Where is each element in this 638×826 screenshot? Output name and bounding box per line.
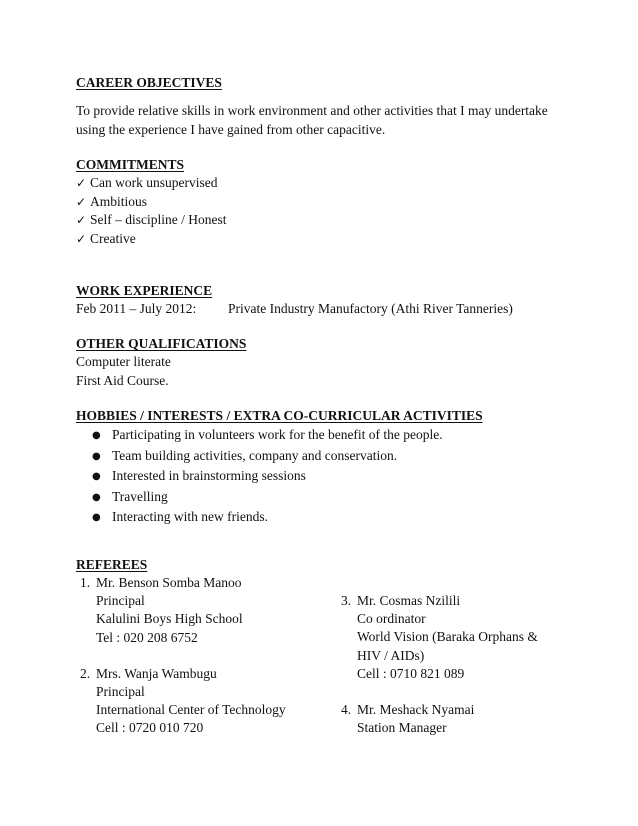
commitment-item xyxy=(76,174,226,193)
referee-organization: International Center of Technology xyxy=(96,702,286,718)
hobbies-section xyxy=(76,407,483,528)
referee-title: Principal xyxy=(96,593,145,609)
hobby-item xyxy=(76,446,483,467)
career-objectives-line-1: To provide relative skills in work environment and other activities that I may undertake xyxy=(76,103,548,118)
checkmark-icon: ✓ xyxy=(76,176,87,190)
commitment-text: Can work unsupervised xyxy=(90,175,218,190)
commitment-item xyxy=(76,230,226,249)
referee-name: Mr. Cosmas Nzilili xyxy=(357,593,461,608)
commitment-text: Ambitious xyxy=(90,193,148,209)
hobby-text: Team building activities, company and conservation. xyxy=(112,447,398,463)
commitments-section xyxy=(76,156,226,248)
hobby-item xyxy=(76,466,483,487)
referee-number: 4. xyxy=(341,702,352,718)
referee-title: Co ordinator xyxy=(357,611,426,627)
referee-organization: World Vision (Baraka Orphans & xyxy=(357,629,538,645)
commitment-item xyxy=(76,193,226,212)
work-dates: Feb 2011 – July 2012: xyxy=(76,301,197,316)
referee-name-line xyxy=(76,665,336,683)
bullet-icon: ● xyxy=(92,471,101,482)
referees-right-column xyxy=(337,592,552,737)
hobby-text: Interested in brainstorming sessions xyxy=(112,468,306,483)
bullet-icon: ● xyxy=(92,491,101,503)
referee-entry xyxy=(337,701,552,737)
bullet-icon: ● xyxy=(92,450,101,462)
referee-name-line xyxy=(337,701,552,719)
hobbies-heading: HOBBIES / INTERESTS / EXTRA CO-CURRICULAR ACTIVITIES xyxy=(76,408,483,423)
referee-name-line xyxy=(76,574,336,592)
referee-title: Principal xyxy=(96,684,145,700)
referee-phone: Cell : 0710 821 089 xyxy=(357,665,465,681)
career-objectives-section xyxy=(76,74,548,139)
referee-number: 2. xyxy=(80,665,91,681)
commitment-text: Creative xyxy=(90,230,136,246)
qualifications-section xyxy=(76,335,246,390)
hobby-item xyxy=(76,487,483,508)
checkmark-icon: ✓ xyxy=(76,213,87,227)
referees-left-column xyxy=(76,574,336,738)
commitment-text: Self – discipline / Honest xyxy=(90,212,227,227)
referee-organization-cont: HIV / AIDs) xyxy=(357,647,425,663)
referee-entry xyxy=(337,592,552,683)
career-objectives-line-2: using the experience I have gained from other capacitive. xyxy=(76,122,386,137)
career-objectives-heading: CAREER OBJECTIVES xyxy=(76,75,222,90)
hobby-text: Travelling xyxy=(112,488,168,504)
commitments-heading: COMMITMENTS xyxy=(76,157,184,172)
checkmark-icon: ✓ xyxy=(76,194,87,209)
referee-name-line xyxy=(337,592,552,610)
referee-phone: Tel : 020 208 6752 xyxy=(96,629,198,645)
referee-name: Mr. Meshack Nyamai xyxy=(357,702,475,718)
hobby-text: Interacting with new friends. xyxy=(112,509,268,524)
work-experience-heading: WORK EXPERIENCE xyxy=(76,283,213,298)
work-experience-entry xyxy=(76,300,513,319)
referee-number: 3. xyxy=(341,593,352,608)
bullet-icon: ● xyxy=(92,512,101,523)
hobby-item xyxy=(76,507,483,528)
referee-number: 1. xyxy=(80,575,91,590)
qualifications-heading: OTHER QUALIFICATIONS xyxy=(76,336,247,351)
bullet-icon: ● xyxy=(92,430,101,441)
referees-section xyxy=(76,556,556,746)
referee-name: Mr. Benson Somba Manoo xyxy=(96,575,242,590)
referee-name: Mrs. Wanja Wambugu xyxy=(96,665,217,681)
checkmark-icon: ✓ xyxy=(76,231,87,246)
qualification-item: Computer literate xyxy=(76,354,171,369)
commitment-item xyxy=(76,211,226,230)
referees-heading: REFEREES xyxy=(76,557,148,572)
referee-phone: Cell : 0720 010 720 xyxy=(96,720,204,736)
referee-title: Station Manager xyxy=(357,720,447,736)
qualification-item: First Aid Course. xyxy=(76,372,169,388)
hobby-text: Participating in volunteers work for the benefit of the people. xyxy=(112,427,443,442)
hobby-item xyxy=(76,425,483,446)
work-employer: Private Industry Manufactory (Athi River Tanneries) xyxy=(228,301,513,316)
work-experience-section xyxy=(76,282,513,319)
referee-entry xyxy=(76,574,336,647)
referee-entry xyxy=(76,665,336,738)
referee-organization: Kalulini Boys High School xyxy=(96,611,243,627)
